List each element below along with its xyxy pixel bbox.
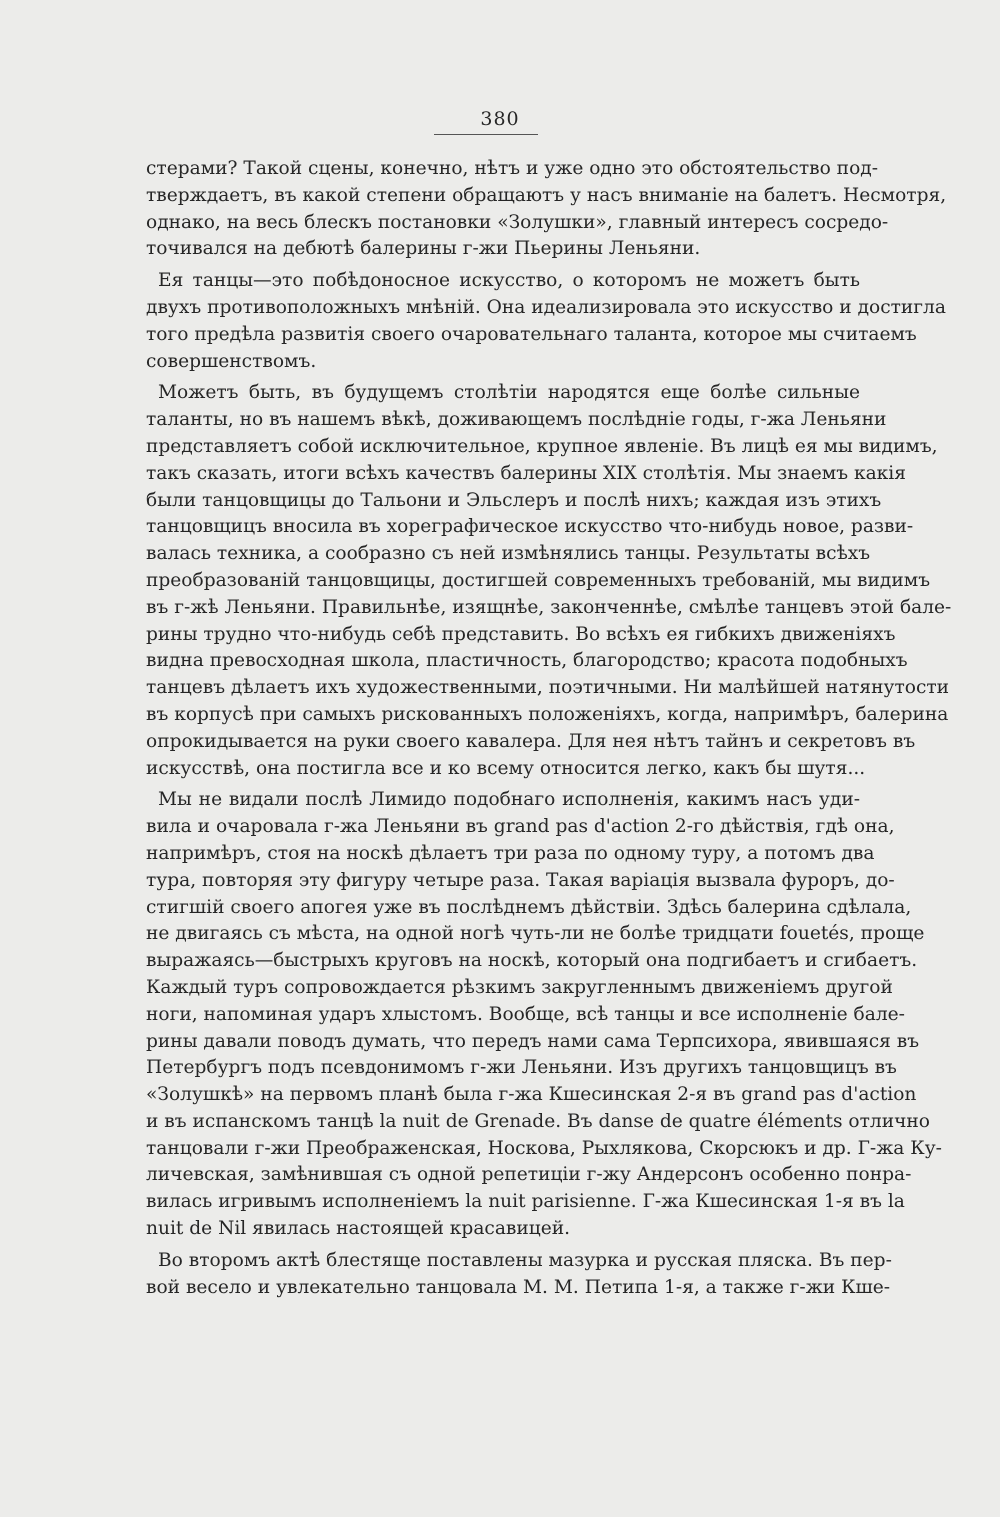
text-line: вила и очаровала г-жа Леньяни въ grand pas d'action 2-го дѣйствія, гдѣ она, <box>146 816 895 838</box>
text-line: ноги, напоминая ударъ хлыстомъ. Вообще, всѣ танцы и все исполненіе бале- <box>146 1003 905 1025</box>
text-line: и въ испанскомъ танцѣ la nuit de Grenade. Въ danse de quatre éléments отлично <box>146 1110 930 1132</box>
text-line: вой весело и увлекательно танцовала М. М. Петипа 1-я, а также г-жи Кше- <box>146 1276 891 1298</box>
text-line: искусствѣ, она постигла все и ко всему относится легко, какъ бы шутя... <box>146 757 866 779</box>
text-line: двухъ противоположныхъ мнѣній. Она идеализировала это искусство и достигла <box>146 296 946 318</box>
body-text <box>146 156 952 1306</box>
text-line: представляетъ собой исключительное, крупное явленіе. Въ лицѣ ея мы видимъ, <box>146 435 938 457</box>
text-line: валась техника, а сообразно съ ней измѣнялись танцы. Результаты всѣхъ <box>146 543 871 565</box>
text-line: «Золушкѣ» на первомъ планѣ была г-жа Кшесинская 2-я въ grand pas d'action <box>146 1084 917 1106</box>
text-line: выражаясь—быстрыхъ круговъ на носкѣ, который она подгибаетъ и сгибаетъ. <box>146 950 918 972</box>
text-line: nuit de Nil явилась настоящей красавицей. <box>146 1218 571 1240</box>
text-line: были танцовщицы до Тальони и Эльслеръ и послѣ нихъ; каждая изъ этихъ <box>146 489 882 511</box>
text-line: Петербургъ подъ псевдонимомъ г-жи Леньяни. Изъ другихъ танцовщицъ въ <box>146 1057 897 1079</box>
text-line: такъ сказать, итоги всѣхъ качествъ балерины XIX столѣтія. Мы знаемъ какія <box>146 462 906 484</box>
paragraph <box>146 380 952 782</box>
text-line: преобразованій танцовщицы, достигшей современныхъ требованій, мы видимъ <box>146 569 931 591</box>
text-line: личевская, замѣнившая съ одной репетиціи г-жу Андерсонъ особенно понра- <box>146 1164 912 1186</box>
text-line: рины давали поводъ думать, что передъ нами сама Терпсихора, явившаяся въ <box>146 1030 920 1052</box>
text-line: напримѣръ, стоя на носкѣ дѣлаетъ три раза по одному туру, а потомъ два <box>146 842 875 864</box>
text-line: тверждаетъ, въ какой степени обращаютъ у насъ вниманіе на балетъ. Несмотря, <box>146 184 947 206</box>
text-line: Каждый туръ сопровождается рѣзкимъ закругленнымъ движеніемъ другой <box>146 976 893 998</box>
text-line: танцовали г-жи Преображенская, Носкова, Рыхлякова, Скорсюкъ и др. Г-жа Ку- <box>146 1137 942 1159</box>
text-line: опрокидывается на руки своего кавалера. Для нея нѣтъ тайнъ и секретовъ въ <box>146 730 916 752</box>
paragraph <box>146 1248 892 1302</box>
text-line: видна превосходная школа, пластичность, благородство; красота подобныхъ <box>146 650 908 672</box>
page-number: 380 <box>480 108 520 130</box>
paragraph <box>146 268 946 375</box>
text-line: въ г-жѣ Леньяни. Правильнѣе, изящнѣе, законченнѣе, смѣлѣе танцевъ этой бале- <box>146 596 952 618</box>
text-line: танцевъ дѣлаетъ ихъ художественными, поэтичными. Ни малѣйшей натянутости <box>146 677 950 699</box>
text-line: однако, на весь блескъ постановки «Золушки», главный интересъ сосредо- <box>146 211 889 233</box>
text-line: танцовщицъ вносила въ хореграфическое искусство что-нибудь новое, разви- <box>146 516 914 538</box>
text-line: стерами? Такой сцены, конечно, нѣтъ и уже одно это обстоятельство под- <box>146 158 879 179</box>
text-line: тура, повторяя эту фигуру четыре раза. Такая варіація вызвала фуроръ, до- <box>146 869 895 891</box>
paragraph <box>146 156 947 263</box>
page-number-rule <box>434 134 538 135</box>
text-line: точивался на дебютѣ балерины г-жи Пьерины Леньяни. <box>146 238 701 260</box>
text-line: Мы не видали послѣ Лимидо подобнаго исполненія, какимъ насъ уди- <box>158 789 860 811</box>
text-line: въ корпусѣ при самыхъ рискованныхъ положеніяхъ, когда, напримѣръ, балерина <box>146 703 949 725</box>
text-line: того предѣла развитія своего очаровательнаго таланта, которое мы считаемъ <box>146 323 917 345</box>
text-line: вилась игривымъ исполненіемъ la nuit parisienne. Г-жа Кшесинская 1-я въ la <box>146 1191 905 1213</box>
text-line: таланты, но въ нашемъ вѣкѣ, доживающемъ послѣдніе годы, г-жа Леньяни <box>146 409 887 431</box>
text-line: Ея танцы—это побѣдоносное искусство, о которомъ не можетъ быть <box>158 270 860 292</box>
text-line: Можетъ быть, въ будущемъ столѣтіи народятся еще болѣе сильные <box>158 382 860 404</box>
text-line: Во второмъ актѣ блестяще поставлены мазурка и русская пляска. Въ пер- <box>158 1249 892 1271</box>
text-line: не двигаясь съ мѣста, на одной ногѣ чуть-ли не болѣе тридцати fouetés, проще <box>146 923 925 945</box>
text-line: стигшій своего апогея уже въ послѣднемъ дѣйствіи. Здѣсь балерина сдѣлала, <box>146 896 912 918</box>
text-line: совершенствомъ. <box>146 350 317 372</box>
paragraph <box>146 787 942 1243</box>
text-line: рины трудно что-нибудь себѣ представить. Во всѣхъ ея гибкихъ движеніяхъ <box>146 623 896 645</box>
